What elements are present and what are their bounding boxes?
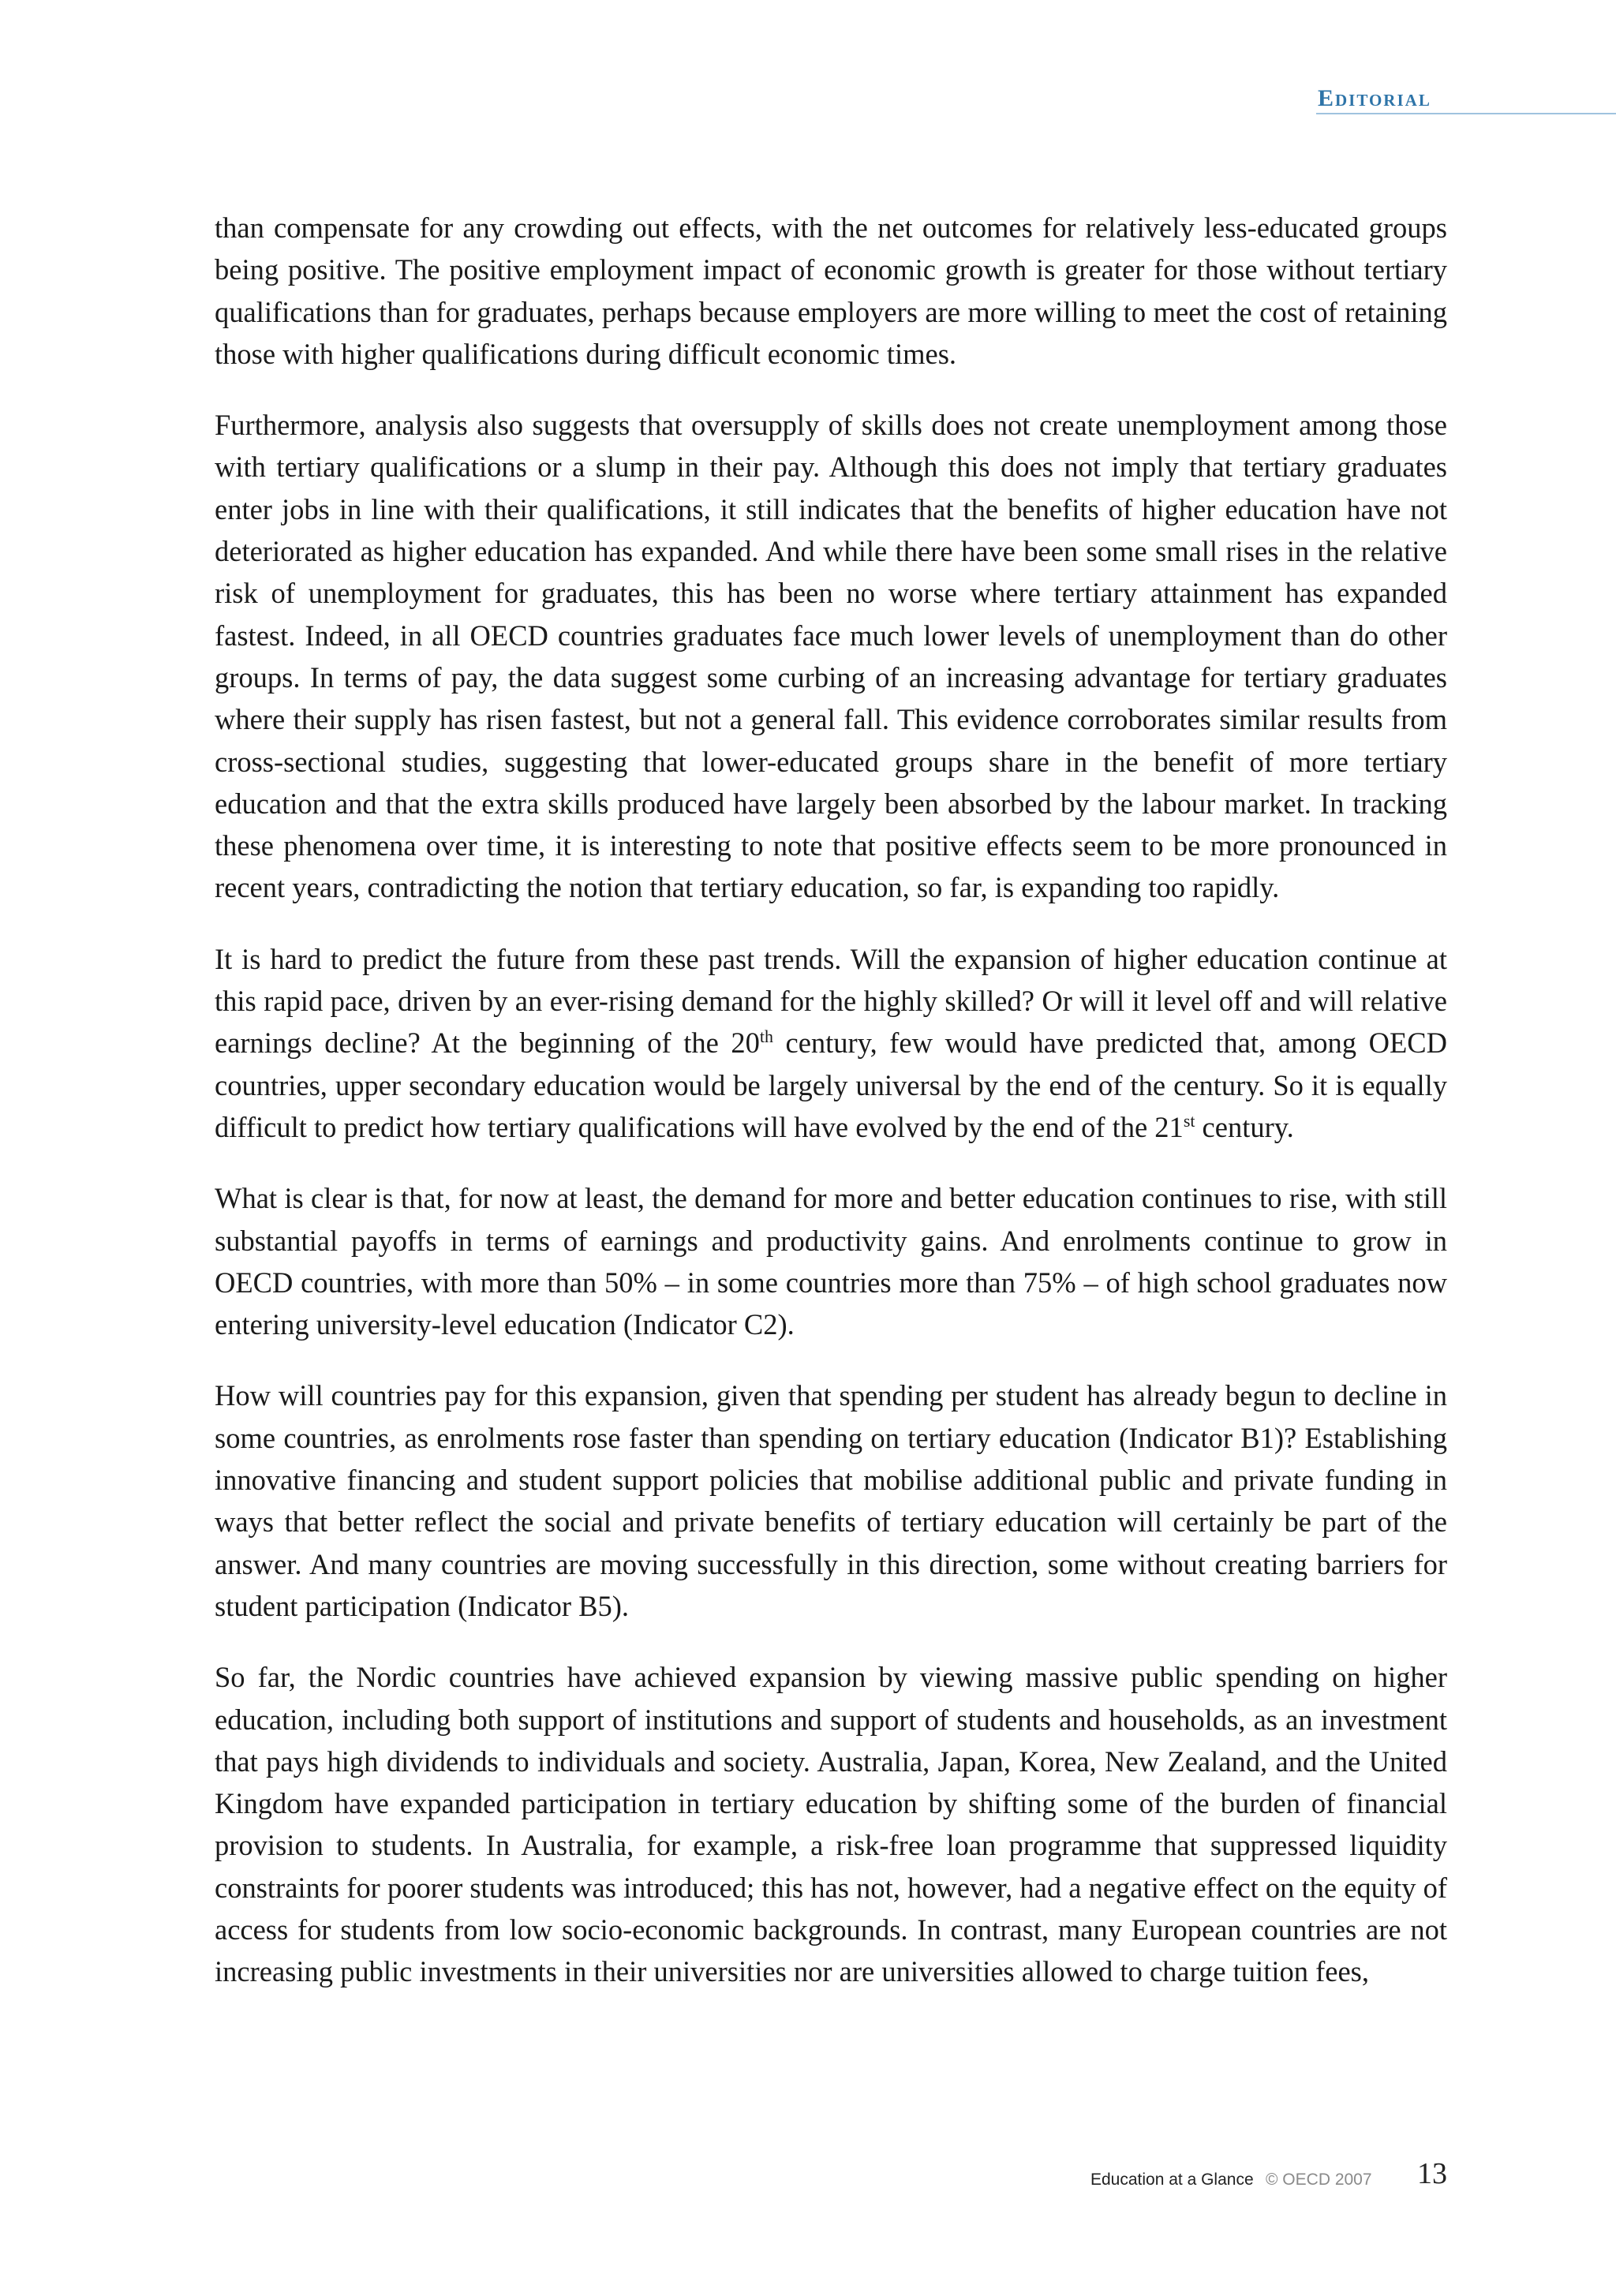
footer-copyright: © OECD 2007 [1266,2171,1372,2189]
paragraph-6: So far, the Nordic countries have achieved expansion by viewing massive public spending on higher education, including both support of institutions and support of students and households, as an investment that pays high dividends to individuals and society. Australia, Japan, Korea, New Zealand, and the United Kingdom have expanded participation in tertiary education by shifting some of the burden of financial provision to students. In Australia, for example, a risk-free loan programme that suppressed liquidity constraints for poorer students was introduced; this has not, however, had a negative effect on the equity of access for students from low socio-economic backgrounds. In contrast, many European countries are not increasing public investments in their universities nor are universities allowed to charge tuition fees, [215,1661,1447,1988]
section-header: Editorial [1318,85,1431,111]
paragraph-5: How will countries pay for this expansion, given that spending per student has already begun to decline in some countries, as enrolments rose faster than spending on tertiary education (Indicator B1)? Establishing innovative financing and student support policies that mobilise additional public and private funding in ways that better reflect the social and private benefits of tertiary education will certainly be part of the answer. And many countries are moving successfully in this direction, some without creating barriers for student participation (Indicator B5). [215,1379,1447,1622]
body-text [215,207,1447,2022]
paragraph-3-part-2: century, few would have predicted that, among OECD countries, upper secondary education would be largely universal by the end of the century. So it is equally difficult to predict how tertiary qualifications will have evolved by the end of the 21 [215,1026,1447,1143]
paragraph-3-part-1: It is hard to predict the future from these past trends. Will the expansion of higher education continue at this rapid pace, driven by an ever-rising demand for the highly skilled? Or will it level off and will relative earnings decline? At the beginning of the 20 [215,942,1447,1060]
footer-publication: Education at a Glance [1090,2171,1254,2189]
page-number: 13 [1417,2157,1447,2190]
paragraph-2: Furthermore, analysis also suggests that oversupply of skills does not create unemployment among those with tertiary qualifications or a slump in their pay. Although this does not imply that tertiary graduates enter jobs in line with their qualifications, it still indicates that the benefits of higher education have not deteriorated as higher education has expanded. And while there have been some small rises in the relative risk of unemployment for graduates, this has been no worse where tertiary attainment has expanded fastest. Indeed, in all OECD countries graduates face much lower levels of unemployment than do other groups. In terms of pay, the data suggest some curbing of an increasing advantage for tertiary graduates where their supply has risen fastest, but not a general fall. This evidence corroborates similar results from cross-sectional studies, suggesting that lower-educated groups share in the benefit of more tertiary education and that the extra skills produced have largely been absorbed by the labour market. In tracking these phenomena over time, it is interesting to note that positive effects seem to be more pronounced in recent years, contradicting the notion that tertiary education, so far, is expanding too rapidly. [215,409,1447,904]
header-rule [1316,113,1616,114]
paragraph-3 [215,938,1447,1148]
superscript-th: th [759,1026,773,1047]
superscript-st: st [1183,1110,1195,1131]
paragraph-1: than compensate for any crowding out effects, with the net outcomes for relatively less-educated groups being positive. The positive employment impact of economic growth is greater for those without tertiary qualifications than for graduates, perhaps because employers are more willing to meet the cost of retaining those with higher qualifications during difficult economic times. [215,211,1447,370]
paragraph-3-part-3: century. [1195,1110,1294,1143]
page-footer [1090,2156,1447,2194]
paragraph-4: What is clear is that, for now at least, the demand for more and better education continues to rise, with still substantial payoffs in terms of earnings and productivity gains. And enrolments continue to grow in OECD countries, with more than 50% – in some countries more than 75% – of high school graduates now entering university-level education (Indicator C2). [215,1182,1447,1341]
